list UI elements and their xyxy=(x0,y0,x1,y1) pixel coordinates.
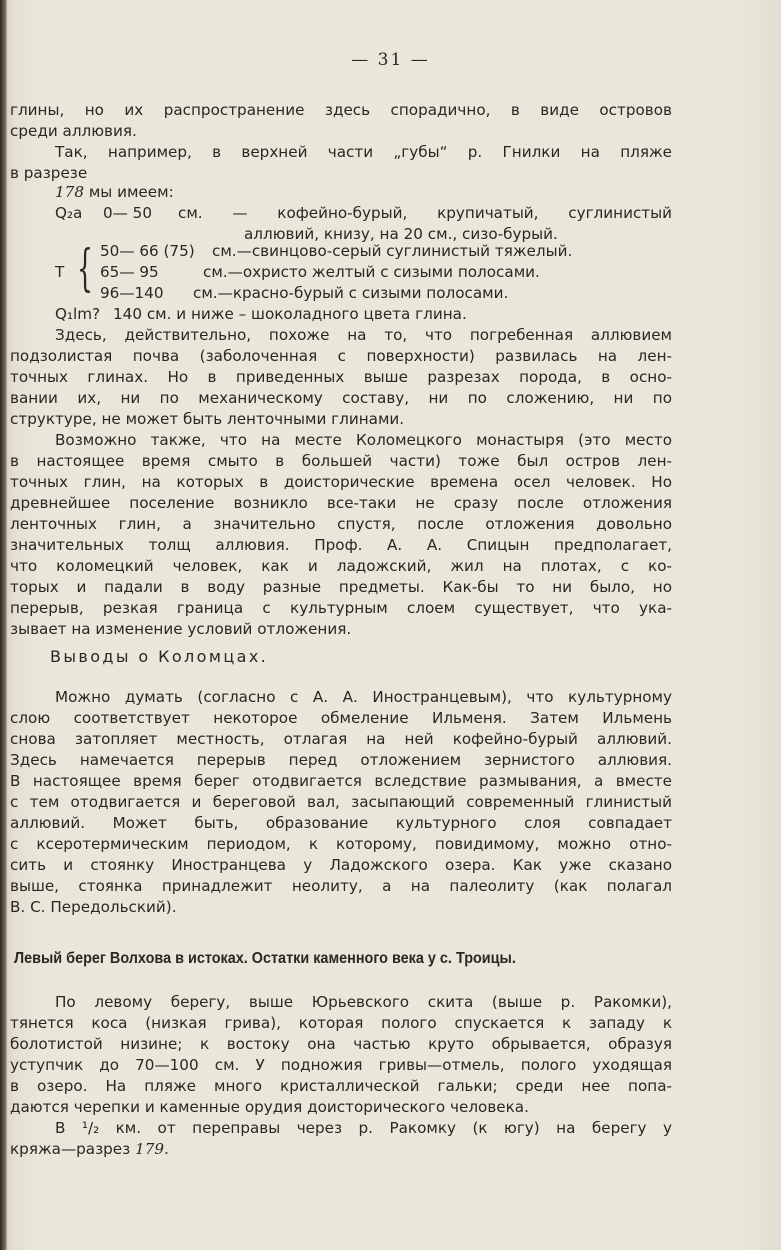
text-line: в озеро. На пляже много кристаллической гальки; среди нее попа- xyxy=(10,1077,672,1095)
text-line: структуре, не может быть ленточными глинами. xyxy=(10,410,405,428)
text-line: снова затопляет местность, отлагая на ней кофейно-бурый аллювий. xyxy=(10,730,672,748)
text-line: болотистой низине; к востоку она частью круто обрывается, образуя xyxy=(10,1035,672,1053)
text-line: перерыв, резкая граница с культурным слоем существует, что ука- xyxy=(10,599,672,617)
stratum-t-description: см.—красно-бурый с сизыми полосами. xyxy=(193,284,509,302)
text-line: что коломецкий человек, как и ладожский, жил на плотах, с ко- xyxy=(10,557,672,575)
brace-glyph: { xyxy=(77,239,93,297)
text-line: подзолистая почва (заболоченная с поверхности) развилась на лен- xyxy=(10,347,672,365)
text-line: Возможно также, что на месте Коломецкого монастыря (это место xyxy=(55,431,672,449)
text-line: В. С. Передольский). xyxy=(10,898,177,916)
text-line: Так, например, в верхней части „губы“ р. Гнилки на пляже xyxy=(55,143,672,161)
text-line: тянется коса (низкая грива), которая полого спускается к западу к xyxy=(10,1014,672,1032)
text-line: среди аллювия. xyxy=(10,122,137,140)
text-line: слою соответствует некоторое обмеление Ильменя. Затем Ильмень xyxy=(10,709,672,727)
stratum-t-label: T xyxy=(55,263,65,281)
text-line: древнейшее поселение возникло все-таки не сразу после отложения xyxy=(10,494,672,512)
text-line: глины, но их распространение здесь спорадично, в виде островов xyxy=(10,101,672,119)
text-line: зывает на изменение условий отложения. xyxy=(10,620,352,638)
text-line: даются черепки и каменные орудия доисторического человека. xyxy=(10,1098,529,1116)
stratum-q2a-label: Q₂a xyxy=(55,204,83,222)
text-line: Здесь намечается перерыв перед отложением зернистого аллювия. xyxy=(10,751,672,769)
section-heading: Выводы о Коломцах. xyxy=(50,647,269,666)
text-line: в настоящее время смыто в большей части) тоже был остров лен- xyxy=(10,452,672,470)
text-line: Здесь, действительно, похоже на то, что погребенная аллювием xyxy=(55,326,672,344)
stratum-q2a-description: см. — кофейно-бурый, крупичатый, суглинистый xyxy=(178,204,672,222)
text-line: мы имеем: xyxy=(88,183,174,201)
section-reference: 178 xyxy=(55,183,84,201)
text-line: выше, стоянка принадлежит неолиту, а на палеолиту (как полагал xyxy=(10,877,672,895)
text-line: ленточных глин, а значительно спустя, после отложения довольно xyxy=(10,515,672,533)
stratum-t-depth: 50— 66 (75) xyxy=(100,242,195,260)
text-line: вании их, ни по механическому составу, ни по сложению, ни по xyxy=(10,389,672,407)
text-line: кряжа—разрез xyxy=(10,1140,131,1158)
stratum-q1-description: 140 см. и ниже – шоколадного цвета глина. xyxy=(113,305,467,323)
stratum-t-depth: 96—140 xyxy=(100,284,164,302)
text-line: с тем отодвигается и береговой вал, засыпающий современный глинистый xyxy=(10,793,672,811)
text-line: значительных толщ аллювия. Проф. А. А. Спицын предполагает, xyxy=(10,536,672,554)
text-line: В ¹/₂ км. от переправы через р. Ракомку (к югу) на берегу у xyxy=(55,1119,672,1137)
section-reference: 179. xyxy=(135,1140,169,1158)
page-binding-edge xyxy=(0,0,7,1250)
text-line: аллювий. Может быть, образование культурного слоя совпадает xyxy=(10,814,672,832)
text-line: По левому берегу, выше Юрьевского скита (выше р. Ракомки), xyxy=(55,993,672,1011)
text-line: с ксеротермическим периодом, к которому, повидимому, можно отно- xyxy=(10,835,672,853)
stratum-q2a-depth: 0— 50 xyxy=(103,204,153,222)
text-line: уступчик до 70—100 см. У подножия гривы—отмель, полого уходящая xyxy=(10,1056,672,1074)
text-line: Можно думать (согласно с А. А. Иностранцевым), что культурному xyxy=(55,688,672,706)
stratum-q1-label: Q₁lm? xyxy=(55,305,101,323)
stratum-q2a-description-cont: аллювий, книзу, на 20 см., сизо-бурый. xyxy=(244,225,558,243)
section-heading: Левый берег Волхова в истоках. Остатки каменного века у с. Троицы. xyxy=(14,950,516,967)
text-line: точных глин, на которых в доисторические времена осел человек. Но xyxy=(10,473,672,491)
text-line: сить и стоянку Иностранцева у Ладожского озера. Как уже сказано xyxy=(10,856,672,874)
text-line: В настоящее время берег отодвигается вследствие размывания, а вместе xyxy=(10,772,672,790)
stratum-t-description: см.—охристо желтый с сизыми полосами. xyxy=(203,263,540,281)
text-line: точных глинах. Но в приведенных выше разрезах порода, в осно- xyxy=(10,368,672,386)
stratum-t-description: см.—свинцово-серый суглинистый тяжелый. xyxy=(212,242,573,260)
text-line: торых и падали в воду разные предметы. Как-бы то ни было, но xyxy=(10,578,672,596)
text-line: в разрезе xyxy=(10,164,88,182)
page-number: — 31 — xyxy=(351,50,430,70)
stratum-t-depth: 65— 95 xyxy=(100,263,159,281)
